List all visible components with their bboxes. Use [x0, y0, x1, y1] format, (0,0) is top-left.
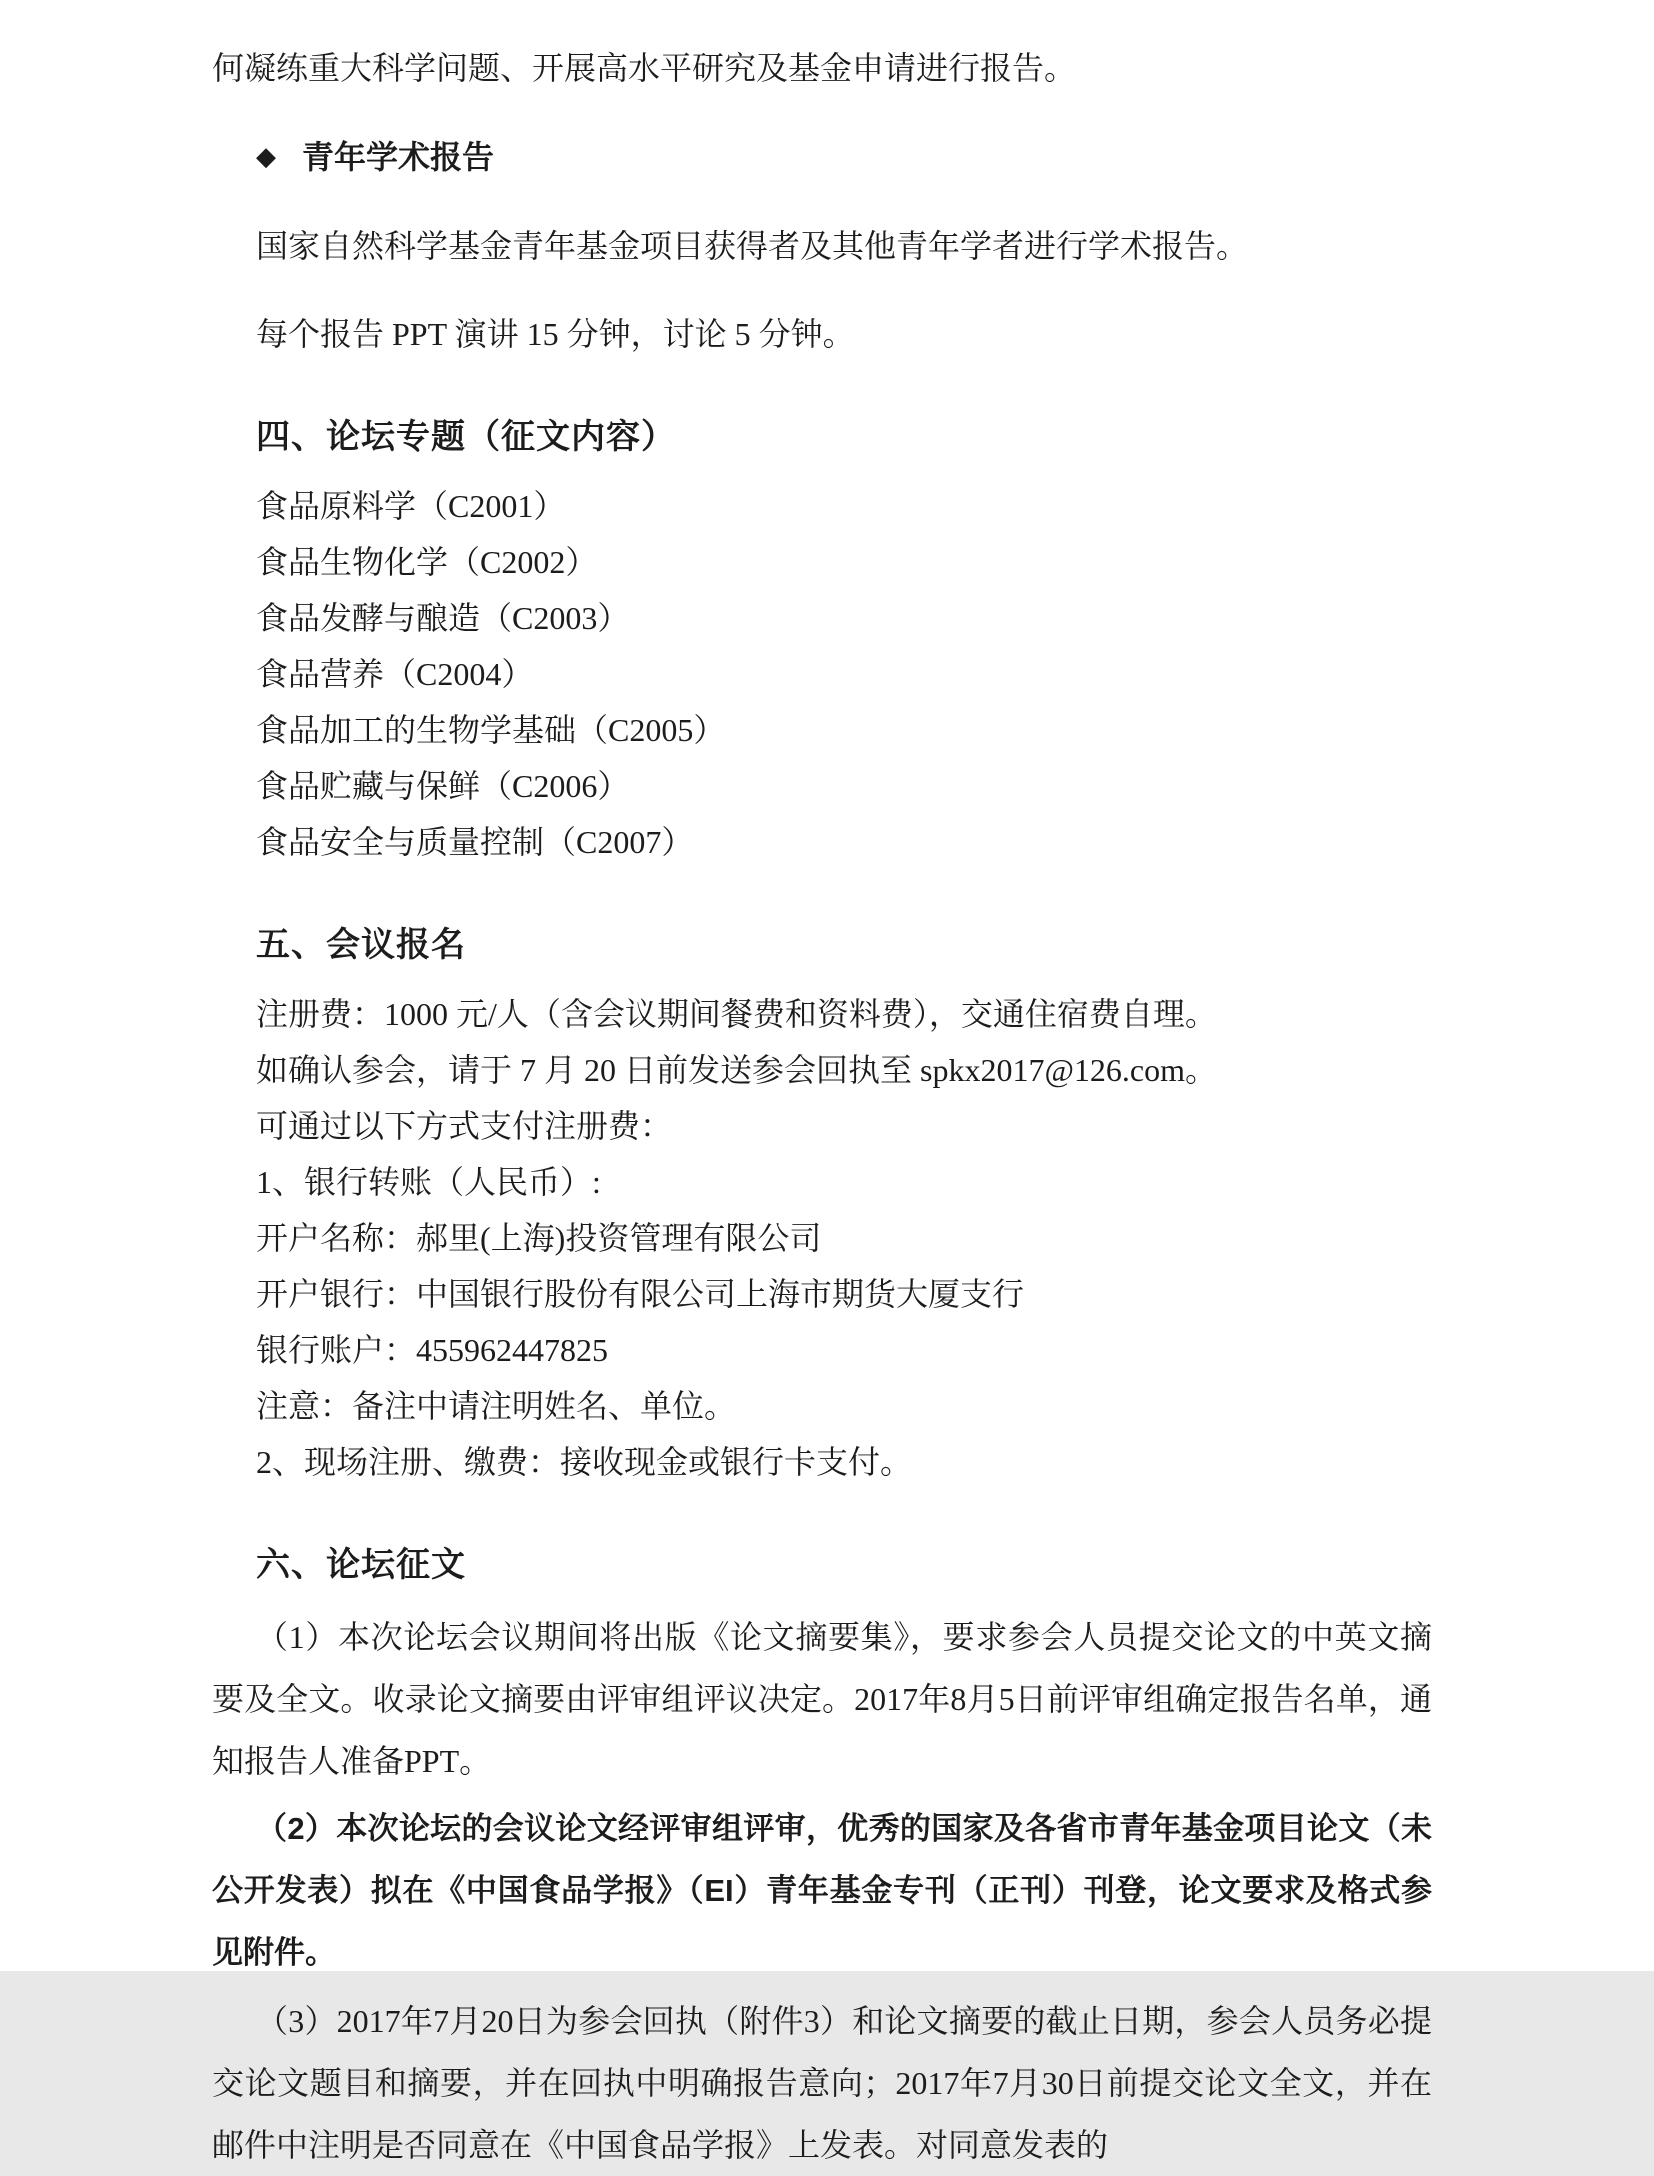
intro-paragraph-line: 何凝练重大科学问题、开展高水平研究及基金申请进行报告。: [212, 50, 1077, 86]
topic-item: 食品安全与质量控制（C2007）: [256, 824, 694, 860]
topic-item: 食品生物化学（C2002）: [256, 544, 598, 580]
onsite-payment-line: 2、现场注册、缴费：接收现金或银行卡支付。: [256, 1444, 913, 1480]
essay-paragraph-1: （1）本次论坛会议期间将出版《论文摘要集》，要求参会人员提交论文的中英文摘要及全文。收录论文摘要由评审组评议决定。2017年8月5日前评审组确定报告名单，通知报告人准备PPT。: [212, 1619, 1432, 1779]
essay-paragraph-2: （2）本次论坛的会议论文经评审组评审，优秀的国家及各省市青年基金项目论文（未公开发表）拟在《中国食品学报》（EI）青年基金专刊（正刊）刊登，论文要求及格式参见附件。: [212, 1811, 1432, 1970]
bank-transfer-line: 1、银行转账（人民币）:: [256, 1164, 601, 1200]
youth-report-line: 国家自然科学基金青年基金项目获得者及其他青年学者进行学术报告。: [256, 228, 1249, 264]
section-heading-registration: 五、会议报名: [256, 926, 466, 964]
section-heading-essays: 六、论坛征文: [256, 1546, 466, 1584]
registration-reply-line: 如确认参会，请于 7 月 20 日前发送参会回执至 spkx2017@126.com。: [256, 1052, 1218, 1088]
youth-report-line: 每个报告 PPT 演讲 15 分钟，讨论 5 分钟。: [256, 316, 855, 352]
topic-item: 食品发酵与酿造（C2003）: [256, 600, 630, 636]
youth-report-title: 青年学术报告: [302, 139, 495, 175]
diamond-bullet-icon: ◆: [256, 142, 276, 172]
bank-name-line: 开户银行：中国银行股份有限公司上海市期货大厦支行: [256, 1276, 1025, 1312]
registration-info-list: [212, 986, 1432, 1490]
essay-paragraph-3: （3）2017年7月20日为参会回执（附件3）和论文摘要的截止日期，参会人员务必提交论文题目和摘要，并在回执中明确报告意向；2017年7月30日前提交论文全文，并在邮件中注明是否同意在《中国食品学报》上发表。对同意发表的: [212, 2003, 1432, 2163]
topics-list: [212, 478, 1432, 870]
topic-item: 食品贮藏与保鲜（C2006）: [256, 768, 630, 804]
topic-item: 食品加工的生物学基础（C2005）: [256, 712, 726, 748]
section-heading-topics: 四、论坛专题（征文内容）: [256, 418, 676, 456]
registration-fee-line: 注册费：1000 元/人（含会议期间餐费和资料费），交通住宿费自理。: [256, 996, 1217, 1032]
topic-item: 食品营养（C2004）: [256, 656, 534, 692]
topic-item: 食品原料学（C2001）: [256, 488, 566, 524]
account-number-line: 银行账户：455962447825: [256, 1332, 609, 1368]
account-name-line: 开户名称：郝里(上海)投资管理有限公司: [256, 1220, 822, 1256]
remark-note-line: 注意：备注中请注明姓名、单位。: [256, 1388, 737, 1424]
payment-methods-line: 可通过以下方式支付注册费：: [256, 1108, 673, 1144]
youth-report-heading: [212, 128, 1432, 186]
